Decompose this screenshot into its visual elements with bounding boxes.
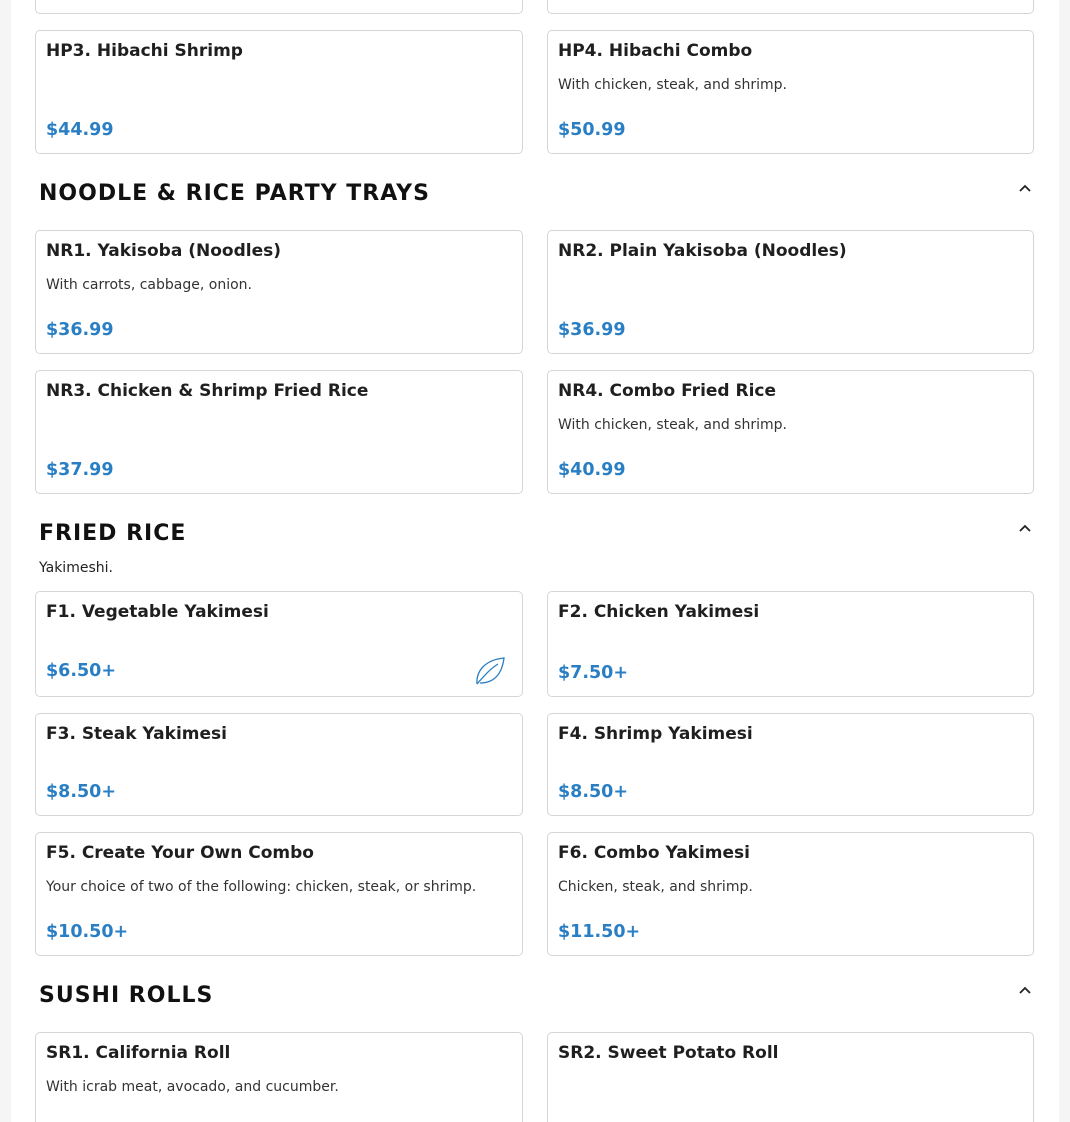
item-description: With chicken, steak, and shrimp.	[558, 77, 787, 93]
menu-item-nr3[interactable]	[35, 370, 523, 494]
item-description: With carrots, cabbage, onion.	[46, 277, 252, 293]
menu-item-f6[interactable]	[547, 832, 1034, 956]
item-price: $11.50+	[558, 922, 641, 942]
item-name: SR2. Sweet Potato Roll	[558, 1043, 779, 1063]
section-title-noodle: NOODLE & RICE PARTY TRAYS	[39, 181, 430, 206]
item-description: With icrab meat, avocado, and cucumber.	[46, 1079, 339, 1095]
item-price: $40.99	[558, 460, 626, 480]
item-price: $8.50+	[46, 782, 117, 802]
item-name: HP4. Hibachi Combo	[558, 41, 753, 61]
item-name: F6. Combo Yakimesi	[558, 843, 750, 863]
item-price: $6.50+	[46, 661, 117, 681]
menu-item-card[interactable]	[547, 0, 1034, 14]
menu-item-sr1[interactable]	[35, 1032, 523, 1122]
item-name: NR4. Combo Fried Rice	[558, 381, 777, 401]
section-title-sushi: SUSHI ROLLS	[39, 983, 214, 1008]
item-price: $44.99	[46, 120, 114, 140]
chevron-up-icon[interactable]	[1014, 517, 1036, 539]
item-name: HP3. Hibachi Shrimp	[46, 41, 243, 61]
vegetarian-leaf-icon	[474, 656, 506, 686]
item-name: F2. Chicken Yakimesi	[558, 602, 760, 622]
item-description: Chicken, steak, and shrimp.	[558, 879, 753, 895]
item-name: F4. Shrimp Yakimesi	[558, 724, 753, 744]
menu-item-nr1[interactable]	[35, 230, 523, 354]
section-title-fried-rice: FRIED RICE	[39, 521, 187, 546]
menu-item-f2[interactable]	[547, 591, 1034, 697]
item-price: $37.99	[46, 460, 114, 480]
item-name: NR2. Plain Yakisoba (Noodles)	[558, 241, 847, 261]
menu-item-f3[interactable]	[35, 713, 523, 816]
item-price: $7.50+	[558, 663, 629, 683]
menu-item-f1[interactable]	[35, 591, 523, 697]
item-name: F1. Vegetable Yakimesi	[46, 602, 269, 622]
menu-item-nr4[interactable]	[547, 370, 1034, 494]
item-price: $10.50+	[46, 922, 129, 942]
menu-item-f5[interactable]	[35, 832, 523, 956]
item-name: F3. Steak Yakimesi	[46, 724, 227, 744]
item-name: NR1. Yakisoba (Noodles)	[46, 241, 282, 261]
item-name: NR3. Chicken & Shrimp Fried Rice	[46, 381, 369, 401]
menu-item-hp3[interactable]	[35, 30, 523, 154]
item-price: $8.50+	[558, 782, 629, 802]
menu-page	[11, 0, 1059, 1122]
menu-item-card[interactable]	[35, 0, 523, 14]
item-price: $36.99	[46, 320, 114, 340]
menu-item-hp4[interactable]	[547, 30, 1034, 154]
item-name: F5. Create Your Own Combo	[46, 843, 314, 863]
item-description: Your choice of two of the following: chicken, steak, or shrimp.	[46, 879, 477, 895]
item-description: With chicken, steak, and shrimp.	[558, 417, 787, 433]
section-subtitle: Yakimeshi.	[39, 560, 113, 576]
menu-item-nr2[interactable]	[547, 230, 1034, 354]
chevron-up-icon[interactable]	[1014, 177, 1036, 199]
item-price: $50.99	[558, 120, 626, 140]
item-name: SR1. California Roll	[46, 1043, 231, 1063]
item-price: $36.99	[558, 320, 626, 340]
menu-item-f4[interactable]	[547, 713, 1034, 816]
menu-item-sr2[interactable]	[547, 1032, 1034, 1122]
chevron-up-icon[interactable]	[1014, 979, 1036, 1001]
